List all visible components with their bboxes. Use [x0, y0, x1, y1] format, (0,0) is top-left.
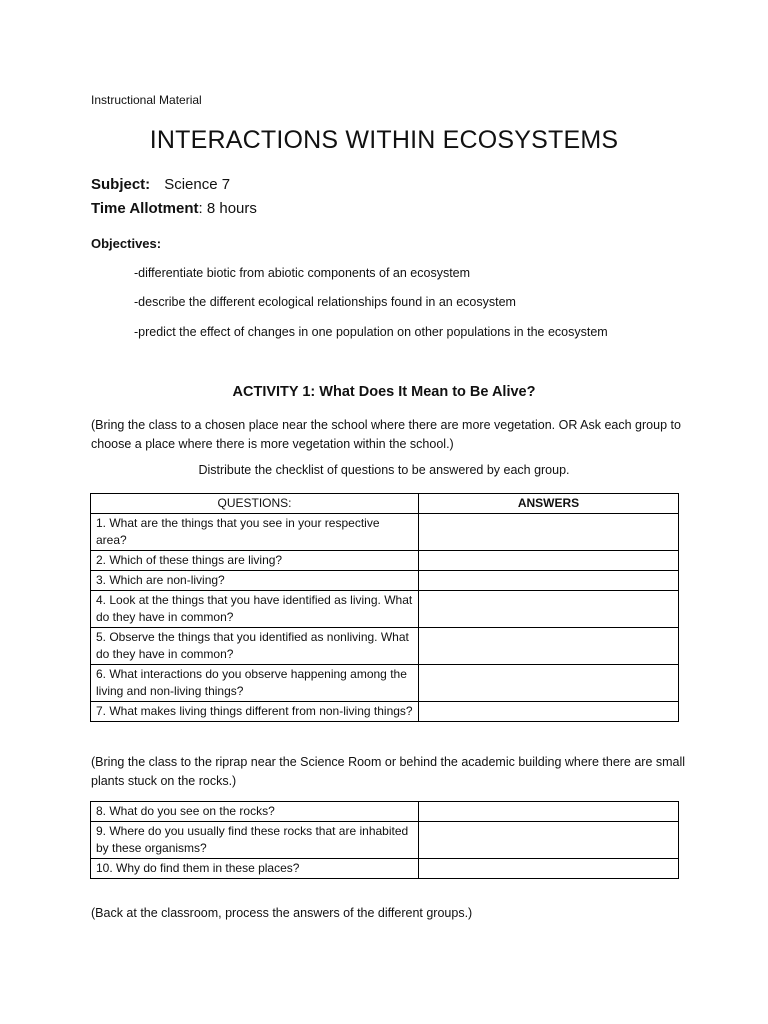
table-row [91, 591, 679, 628]
subject-line [91, 176, 230, 193]
question-cell: 4. Look at the things that you have identified as living. What do they have in common? [91, 591, 419, 628]
question-cell: 5. Observe the things that you identified as nonliving. What do they have in common? [91, 628, 419, 665]
questions-table [90, 493, 679, 722]
question-cell: 10. Why do find them in these places? [91, 859, 419, 879]
question-cell: 9. Where do you usually find these rocks that are inhabited by these organisms? [91, 822, 419, 859]
answer-cell[interactable] [419, 514, 679, 551]
table-row [91, 551, 679, 571]
time-allotment-line [91, 200, 257, 217]
answer-cell[interactable] [419, 859, 679, 879]
question-cell: 8. What do you see on the rocks? [91, 802, 419, 822]
answer-cell[interactable] [419, 665, 679, 702]
document-label: Instructional Material [91, 93, 202, 107]
objectives-heading: Objectives: [91, 236, 162, 251]
question-cell: 3. Which are non-living? [91, 571, 419, 591]
subject-value: Science 7 [164, 176, 231, 193]
closing-note: (Back at the classroom, process the answers of the different groups.) [91, 906, 473, 920]
time-allotment-label: Time Allotment [91, 200, 199, 217]
answer-cell[interactable] [419, 822, 679, 859]
table-row [91, 628, 679, 665]
answer-cell[interactable] [419, 702, 679, 722]
answer-cell[interactable] [419, 571, 679, 591]
objective-item: -predict the effect of changes in one population on other populations in the ecosystem [134, 325, 608, 339]
table-row [91, 702, 679, 722]
riprap-note: (Bring the class to the riprap near the Science Room or behind the academic building where there are small plants stuck on the rocks.) [91, 755, 686, 788]
activity-intro: (Bring the class to a chosen place near the school where there are more vegetation. OR Ask each group to choose a place where there is more vegetation within the school.) [91, 418, 681, 451]
answer-cell[interactable] [419, 591, 679, 628]
subject-label: Subject: [91, 176, 151, 193]
table-row [91, 514, 679, 551]
table-row [91, 665, 679, 702]
checklist-note: Distribute the checklist of questions to be answered by each group. [198, 463, 570, 477]
answer-cell[interactable] [419, 551, 679, 571]
activity-title: ACTIVITY 1: What Does It Mean to Be Alive? [232, 384, 536, 400]
table-row [91, 822, 679, 859]
table-row [91, 859, 679, 879]
question-cell: 7. What makes living things different from non-living things? [91, 702, 419, 722]
rocks-questions-table [90, 801, 679, 879]
objective-item: -describe the different ecological relationships found in an ecosystem [134, 295, 516, 309]
answer-cell[interactable] [419, 802, 679, 822]
time-allotment-value: : 8 hours [198, 200, 257, 217]
objective-item: -differentiate biotic from abiotic components of an ecosystem [134, 266, 471, 280]
table-header-row [91, 494, 679, 514]
questions-header: QUESTIONS: [91, 494, 419, 514]
answers-header: ANSWERS [419, 494, 679, 514]
question-cell: 6. What interactions do you observe happening among the living and non-living things? [91, 665, 419, 702]
page-title: INTERACTIONS WITHIN ECOSYSTEMS [149, 126, 619, 154]
answer-cell[interactable] [419, 628, 679, 665]
table-row [91, 802, 679, 822]
table-row [91, 571, 679, 591]
question-cell: 1. What are the things that you see in your respective area? [91, 514, 419, 551]
question-cell: 2. Which of these things are living? [91, 551, 419, 571]
